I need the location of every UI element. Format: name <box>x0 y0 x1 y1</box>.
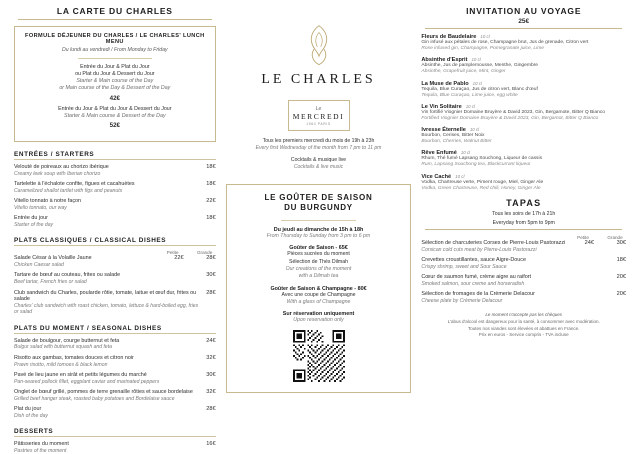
tapas-name-en: Corsican cold cuts meat by Pierre-Louis Pastorazzi <box>421 246 537 253</box>
gouter-champagne-price: Goûter de Saison & Champagne - 80€ <box>270 285 367 292</box>
cocktail-name: Rêve Enfumé <box>421 150 457 157</box>
gouter-when-en: From Thursday to Sunday from 3 pm to 6 pm <box>266 233 371 240</box>
gouter-reservation-fr: Sur réservation uniquement <box>282 311 355 318</box>
page-title: LA CARTE DU CHARLES <box>56 6 173 16</box>
tapas-price: 20€ <box>616 291 627 298</box>
category-divider <box>14 159 216 160</box>
mercredi-desc-fr: Cocktails & musique live <box>290 156 347 163</box>
item-name-en: Chicken Caesar salad <box>14 262 64 269</box>
menu-item <box>14 181 216 194</box>
item-name-en: Beef tartar, French fries or salad <box>14 279 87 286</box>
cocktail-item <box>421 150 626 168</box>
tapas-item <box>421 274 626 287</box>
tapas-item <box>421 240 626 253</box>
item-name-en: Vitello tonnato, our way <box>14 204 67 211</box>
cocktail-desc-fr: Bourbon, Cerises, Bitter Noix <box>421 133 485 138</box>
item-name-en: Dish of the day <box>14 412 48 419</box>
lunch-option-2-en: Starter & Main course & Dessert of the Day <box>64 112 166 119</box>
right-column <box>415 6 632 447</box>
tapas-price-header-small: Petite <box>577 234 589 240</box>
category-starters: ENTRÉES / STARTERS <box>14 150 95 158</box>
mercredi-badge <box>288 100 350 131</box>
menu-item <box>14 441 216 454</box>
cocktail-volume: 10 cl <box>472 80 482 86</box>
lunch-option-2-fr: Entrée du Jour & Plat du Jour & Dessert du Jour <box>58 105 172 112</box>
logo-block <box>226 24 412 88</box>
item-name-fr: Tartelette à l'échalote confite, figues et cacahuètes <box>14 180 135 187</box>
item-name-fr: Entrée du jour <box>14 215 48 222</box>
mercredi-info <box>226 138 412 172</box>
lunch-menu-subtitle: Du lundi au vendredi / From Monday to Friday <box>62 47 168 53</box>
tapas-price-pair <box>572 240 626 246</box>
cocktail-desc-en: Bourbon, Cherries, Walnut Bitter <box>421 139 492 145</box>
cocktail-name: Fleurs de Baudelaire <box>421 34 477 40</box>
item-name-fr: Risotto aux gambas, tomates douces et citron noir <box>14 354 134 361</box>
menu-item <box>14 164 216 177</box>
menu-item <box>14 290 216 316</box>
tapas-price-header-large: Grande <box>607 234 623 240</box>
lunch-option-1-fr: Entrée du Jour & Plat du Jour <box>80 64 150 70</box>
item-price-large: 28€ <box>206 255 216 262</box>
tapas-title: TAPAS <box>506 197 542 208</box>
gouter-champagne-en: With a glass of Champagne <box>286 298 351 305</box>
item-price-small: 22€ <box>174 255 184 262</box>
item-name-en: Bulgur salad with butternut squash and feta <box>14 344 112 351</box>
footer-line-3: Toutes nos viandes sont élevées et abattues en France. <box>468 325 580 331</box>
menu-item <box>14 198 216 211</box>
mercredi-name: MERCREDI <box>292 112 345 121</box>
cocktail-name: Absinthe d'Esprit <box>421 57 468 64</box>
tapas-price: 20€ <box>616 273 627 280</box>
item-name-fr: Tartare de bœuf au couteau, frites ou salade <box>14 272 121 279</box>
cocktail-desc-fr: Vodka, Chartreuse verte, Piment rouge, Miel, Ginger Ale <box>421 179 544 185</box>
cocktail-volume: 10 cl <box>480 34 490 39</box>
item-name-fr: Salade de boulgour, courge butternut et feta <box>14 337 120 344</box>
item-price: 32€ <box>206 389 216 396</box>
lunch-divider <box>78 58 151 59</box>
item-price-pair <box>162 255 216 261</box>
gouter-price: Goûter de Saison - 65€ <box>289 245 348 252</box>
cocktail-desc-fr: Absinthe, Jus de pamplemousse, Menthe, Gingembre <box>421 63 539 69</box>
menu-item <box>14 338 216 351</box>
item-name-fr: Club sandwich du Charles, poularde rôtie, tomate, laitue et œuf dur, frites ou salade <box>14 289 197 303</box>
tapas-name-fr: Sélection de fromages de la Crèmerie Delacour <box>421 291 535 298</box>
price-header-small: Petite <box>166 250 179 256</box>
item-price: 30€ <box>206 371 216 378</box>
cocktails-price: 25€ <box>518 18 530 25</box>
tapas-name-en: Smoked salmon, sour creme and horseradish <box>421 280 525 287</box>
cocktail-desc-en: Rum, Lapsang Souchong tea, Blackcurrant liqueur <box>421 162 531 168</box>
qr-code[interactable] <box>293 330 345 382</box>
cocktail-desc-en: Absinthe, Grapefruit juice, Mint, Ginger <box>421 69 506 75</box>
item-name-en: Pastries of the moment <box>14 448 67 454</box>
gouter-reservation-en: Upon reservation only <box>293 317 344 324</box>
item-price: 30€ <box>206 272 216 279</box>
item-price: 18€ <box>206 163 216 170</box>
gouter-selection-en: with a Dilmah tea <box>298 273 339 280</box>
mercredi-desc-en: Cocktails & live music <box>293 164 344 171</box>
crest-icon <box>302 24 336 68</box>
cocktail-item <box>421 127 626 145</box>
menu-item <box>14 355 216 368</box>
item-price: 22€ <box>206 198 216 205</box>
gouter-selection-fr: Sélection de Thés Dilmah <box>289 258 349 265</box>
tapas-name-en: Cheese plate by Crèmerie Delacour <box>421 297 503 304</box>
menu-item <box>14 372 216 385</box>
cocktail-desc-fr: Rhum, Thé fumé Lapsang Souchong, Liqueur de cassis <box>421 156 543 162</box>
tapas-item <box>421 291 626 304</box>
item-name-fr: Vitello tonnato à notre façon <box>14 198 82 205</box>
item-name-fr: Onglet de bœuf grillé, pommes de terre grenaille rôties et sauce bordelaise <box>14 389 193 396</box>
mercredi-sub: 1964 PARIS <box>306 122 331 126</box>
item-price: 16€ <box>206 441 216 448</box>
center-column <box>222 6 416 447</box>
item-name-fr: Salade César à la Volaille Jaune <box>14 255 92 262</box>
footer-line-4: Prix en euros - Service compris - TVA incluse <box>478 332 569 338</box>
cocktail-item <box>421 34 626 52</box>
item-price: 24€ <box>206 337 216 344</box>
menu-item <box>14 215 216 228</box>
gouter-title-line1: LE GOÛTER DE SAISON <box>264 192 373 202</box>
item-price: 32€ <box>206 354 216 361</box>
item-name-fr: Velouté de poireaux au chorizo ibérique <box>14 163 109 170</box>
brand-name: LE CHARLES <box>261 72 376 87</box>
cocktail-item <box>421 57 626 75</box>
item-name-fr: Plat du jour <box>14 406 42 413</box>
gouter-pieces-fr: Pièces sucrées du moment <box>287 251 350 258</box>
gouter-box <box>226 184 412 394</box>
item-name-fr: Pâtisseries du moment <box>14 441 69 448</box>
lunch-menu-box <box>14 26 216 142</box>
cocktail-desc-en: Tequila, Blue Curaçao, Lime juice, egg white <box>421 92 518 98</box>
cocktail-volume: 10 cl <box>465 103 475 109</box>
footer-line-2: L'abus d'alcool est dangereux pour la santé, à consommer avec modération. <box>447 318 600 324</box>
tapas-hours-en: Everyday from 5pm to 9pm <box>492 219 555 226</box>
tapas-price: 18€ <box>616 256 627 263</box>
gouter-divider <box>281 220 356 221</box>
left-column <box>8 6 222 454</box>
cocktail-volume: 10 cl <box>455 173 465 179</box>
category-divider <box>14 245 216 246</box>
item-price: 18€ <box>206 215 216 222</box>
category-desserts: DESSERTS <box>14 428 54 436</box>
item-price: 28€ <box>206 289 216 296</box>
gouter-when-fr: Du jeudi au dimanche de 15h à 18h <box>273 227 364 234</box>
item-name-en: Caramelized shallot tartlet with figs and peanuts <box>14 187 123 194</box>
cocktail-desc-fr: Tequila, Blue Curaçao, Jus de citron vert, Blanc d'œuf <box>421 86 538 92</box>
cocktail-volume: 10 cl <box>471 57 481 63</box>
menu-item <box>14 389 216 402</box>
item-name-en: Pan-seared pollock fillet, eggplant caviar and marinated peppers <box>14 378 160 385</box>
mercredi-when-fr: Tous les premiers mercredi du mois de 19h à 23h <box>262 138 375 144</box>
tapas-name-en: Crispy shrimp, sweet and Sour Sauce <box>421 263 507 270</box>
item-price: 18€ <box>206 180 216 187</box>
tapas-hours-fr: Tous les soirs de 17h à 21h <box>492 210 556 217</box>
menu-item <box>14 406 216 419</box>
cocktail-desc-en: Vodka, Green Chartreuse, Red chili, Honey, Ginger Ale <box>421 185 541 191</box>
gouter-title-line2: DU BURGUNDY <box>284 203 353 213</box>
lunch-menu-title: FORMULE DÉJEUNER DU CHARLES / LE CHARLES' LUNCH MENU <box>25 33 205 45</box>
cocktail-item <box>421 174 626 192</box>
category-seasonal: PLATS DU MOMENT / SEASONAL DISHES <box>14 324 162 332</box>
item-price: 28€ <box>206 406 216 413</box>
cocktail-name: Ivresse Éternelle <box>421 127 466 133</box>
cocktail-name: La Muse de Pablo <box>421 80 469 87</box>
mercredi-when-en: Every first Wednesday of the month from 7 pm to 11 pm <box>255 145 382 152</box>
item-name-en: Creamy leek soup with Iberian chorizo <box>14 170 101 177</box>
lunch-option-1-en-alt: or Main course of the Day & Dessert of the Day <box>59 85 171 92</box>
category-divider <box>14 436 216 437</box>
lunch-price-1: 42€ <box>109 94 120 102</box>
cocktail-name: Le Vin Solitaire <box>421 103 462 110</box>
item-name-fr: Pavé de lieu jaune en sirât et petits légumes du marché <box>14 371 147 378</box>
footer-line-1: Le moment n'accepte pas les chèques <box>485 312 563 318</box>
category-divider <box>14 333 216 334</box>
tapas-name-fr: Sélection de charcuteries Corses de Pierre-Louis Pastorazzi <box>421 239 566 246</box>
gouter-pieces-en: Our creations of the moment <box>285 265 352 272</box>
cocktails-title: INVITATION AU VOYAGE <box>466 6 582 16</box>
price-header-large: Grande <box>196 250 213 256</box>
cocktail-desc-en: Fortified Viognier Domaine Bruyère & David 2023, Gin, Bergamot, Bitter Q Bianco <box>421 115 599 121</box>
cocktail-desc-en: Rose infused gin, Champagne, Pomegranate juice, Lime <box>421 46 545 52</box>
tapas-price-large: 30€ <box>616 239 627 246</box>
tapas-name-fr: Cœur de saumon fumé, crème aigre au raifort <box>421 273 532 280</box>
lunch-option-1-alt: ou Plat du Jour & Dessert du Jour <box>75 71 155 78</box>
cocktail-volume: 10 cl <box>469 127 480 132</box>
cocktail-desc-fr: Vin fortifié Viognier Domaine Bruyère & David 2023, Gin, Bergamote, Bitter Q Bianco <box>421 109 605 115</box>
tapas-name-fr: Crevettes croustillantes, sauce Aigre-Douce <box>421 256 526 263</box>
cocktail-item <box>421 81 626 99</box>
mercredi-le: Le <box>315 106 322 112</box>
item-name-en: Prawn risotto, mild tomoes & black lemon <box>14 361 108 368</box>
cocktail-volume: 10 cl <box>460 150 471 156</box>
tapas-divider <box>425 229 621 230</box>
legal-footer <box>421 312 626 339</box>
gouter-champagne-fr: Avec une coupe de Champagne <box>281 291 356 298</box>
menu-item <box>14 255 216 268</box>
cocktail-item <box>421 104 626 122</box>
title-divider <box>18 19 212 20</box>
lunch-price-2: 52€ <box>109 121 120 129</box>
tapas-price-small: 24€ <box>584 239 595 246</box>
cocktail-name: Vice Caché <box>421 173 452 180</box>
cocktail-desc-fr: Gin infusé aux pétales de rose, Champagne brut, Jus de grenade, Citron vert <box>421 40 589 45</box>
tapas-item <box>421 257 626 270</box>
menu-item <box>14 272 216 285</box>
item-name-en: Starter of the day <box>14 221 54 228</box>
category-classics: PLATS CLASSIQUES / CLASSICAL DISHES <box>14 237 167 245</box>
cocktails-divider <box>425 28 621 29</box>
item-name-en: Charles' club sandwich with roast chicken, tomato, lettuce & hard-boiled egg, fries or salad <box>14 303 199 316</box>
lunch-option-1-en: Starter & Main course of the Day <box>76 78 154 85</box>
item-name-en: Grilled beef hanger steak, roasted baby potatoes and Bordelaise sauce <box>14 395 175 402</box>
